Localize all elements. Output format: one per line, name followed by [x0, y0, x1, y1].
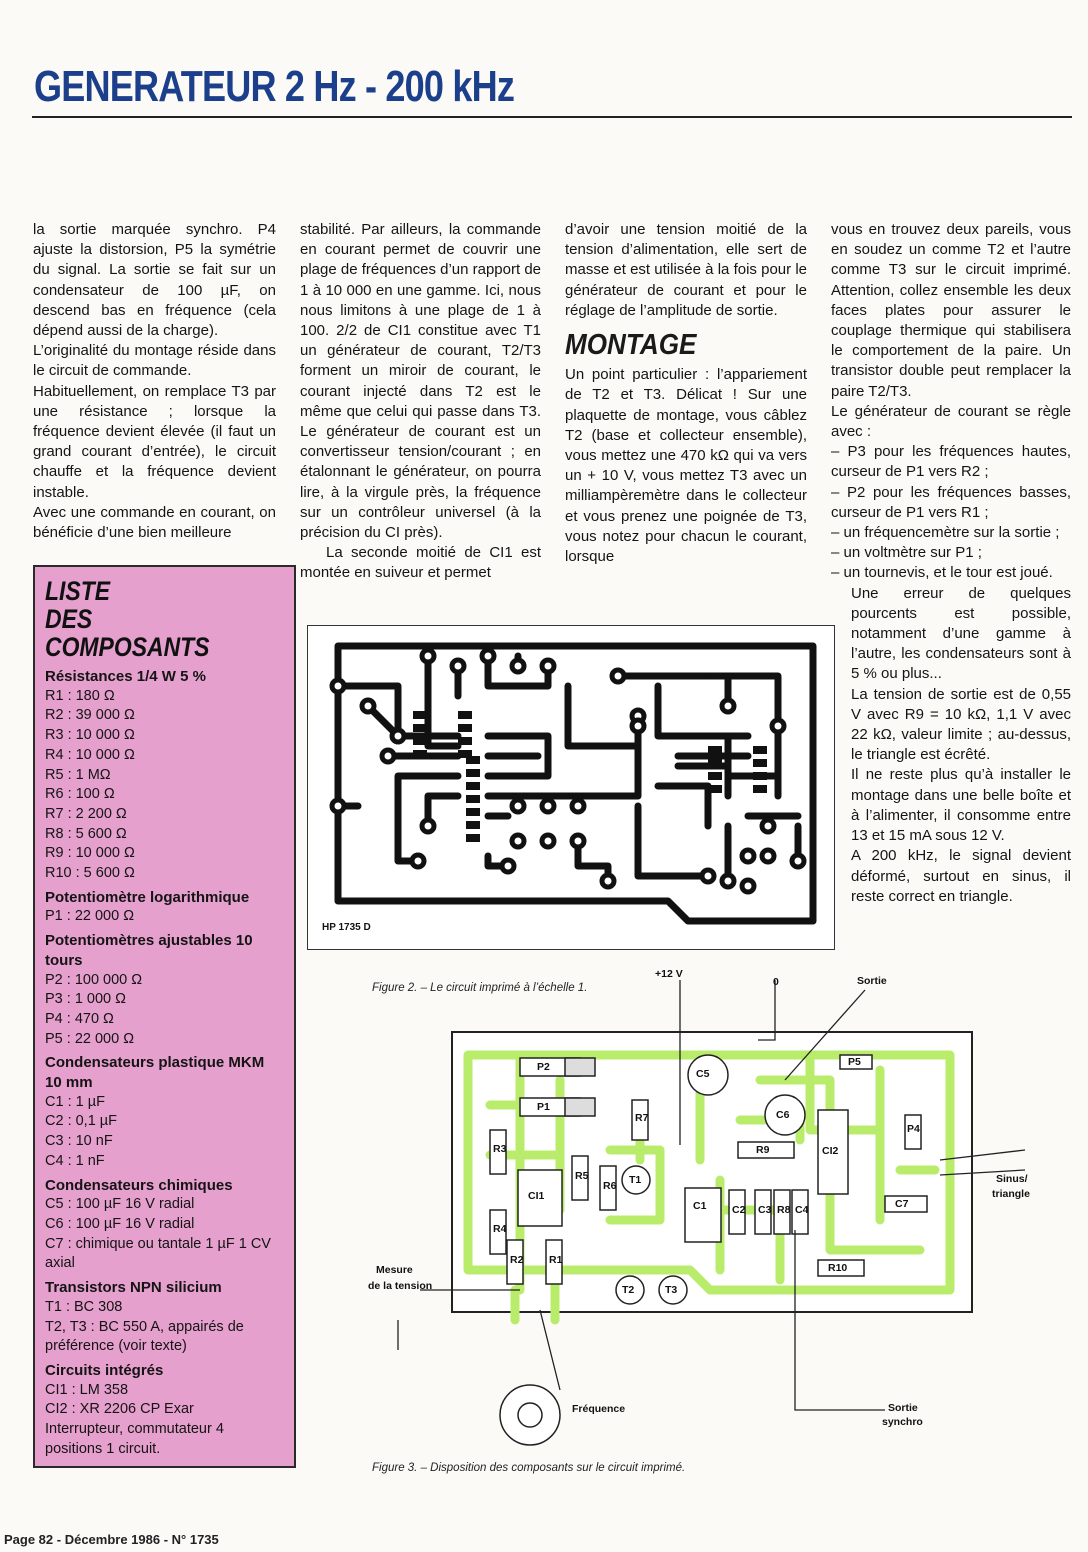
component-item: R8 : 5 600 Ω	[45, 825, 127, 842]
section-title: Condensateurs chimiques	[45, 1176, 233, 1194]
part-label: C6	[776, 1109, 790, 1121]
paragraph: d’avoir une tension moitié de la tension d’alimentation, elle sert de masse et est utilisée à la fois pour le générateur de courant et pour le réglage de l’amplitude de sortie.	[565, 221, 807, 319]
component-section	[45, 1278, 284, 1357]
pcb-traces-drawing	[308, 626, 834, 949]
part-label: P4	[907, 1123, 920, 1135]
paragraph: – P3 pour les fréquences hautes, curseur de P1 vers R2 ;	[831, 443, 1071, 481]
section-title: Potentiomètre logarithmique	[45, 888, 250, 906]
pcb-figure	[307, 625, 835, 950]
component-item: T1 : BC 308	[45, 1298, 123, 1315]
component-item: CI2 : XR 2206 CP Exar	[45, 1401, 194, 1418]
part-label: C5	[696, 1068, 710, 1080]
title-rule	[32, 116, 1072, 118]
component-item: P5 : 22 000 Ω	[45, 1030, 135, 1047]
section-title: Résistances 1/4 W 5 %	[45, 668, 206, 685]
component-item: Interrupteur, commutateur 4 positions 1 circuit.	[45, 1421, 224, 1457]
paragraph: Habituellement, on remplace T3 par une résistance ; lorsque la fréquence devient élevée (il faut un grand courant d’entrée), le circuit chauffe et la fréquence devient instable.	[33, 382, 276, 501]
paragraph: L’originalité du montage réside dans le circuit de commande.	[33, 342, 276, 380]
paragraph: Il ne reste plus qu’à installer le montage dans une belle boîte et à l’alimenter, il consomme entre 13 et 15 mA sous 12 V.	[851, 766, 1071, 845]
text-column-1	[33, 220, 276, 543]
label-tension: de la tension	[368, 1280, 433, 1292]
component-item: R6 : 100 Ω	[45, 786, 115, 803]
section-title: Transistors NPN silicium	[45, 1279, 222, 1297]
paragraph: La tension de sortie est de 0,55 V avec R9 = 10 kΩ, 1,1 V avec 22 kΩ, valeur limite ; au-dessus, le triangle est écrêté.	[851, 685, 1071, 764]
component-item: P4 : 470 Ω	[45, 1010, 114, 1027]
paragraph: – un voltmètre sur P1 ;	[831, 544, 982, 562]
component-item: C2 : 0,1 µF	[45, 1113, 118, 1130]
component-item: C3 : 10 nF	[45, 1133, 113, 1150]
component-item: R5 : 1 MΩ	[45, 766, 111, 783]
part-label: R3	[493, 1143, 507, 1155]
part-label: C4	[795, 1204, 809, 1216]
part-label: R4	[493, 1223, 507, 1235]
part-label: C3	[758, 1204, 772, 1216]
component-item: R9 : 10 000 Ω	[45, 845, 135, 862]
component-list-box	[33, 565, 296, 1468]
text-column-4	[831, 220, 1071, 907]
figure-2-caption: Figure 2. – Le circuit imprimé à l’échelle 1.	[372, 982, 588, 994]
part-label: P5	[848, 1056, 861, 1068]
component-list-title	[45, 577, 248, 661]
label-plus12v: +12 V	[655, 968, 683, 980]
component-item: C6 : 100 µF 16 V radial	[45, 1215, 195, 1232]
label-ground: 0	[773, 976, 779, 988]
label-mesure: Mesure	[376, 1264, 413, 1276]
component-item: CI1 : LM 358	[45, 1381, 129, 1398]
part-label: R1	[549, 1254, 563, 1266]
component-item: R3 : 10 000 Ω	[45, 727, 135, 744]
component-item: P1 : 22 000 Ω	[45, 908, 135, 925]
paragraph: Avec une commande en courant, on bénéficie d’une bien meilleure	[33, 503, 276, 542]
component-item: T2, T3 : BC 550 A, appairés de préférence (voir texte)	[45, 1318, 244, 1355]
part-label: R6	[603, 1180, 617, 1192]
component-item: P2 : 100 000 Ω	[45, 971, 143, 988]
paragraph: Une erreur de quelques pourcents est possible, notamment d’une gamme à l’autre, les condensateurs sont à 5 % ou plus...	[851, 584, 1071, 683]
text-column-2	[300, 220, 541, 584]
component-item: C7 : chimique ou tantale 1 µF 1 CV axial	[45, 1235, 271, 1272]
section-title: Potentiomètres ajustables 10 tours	[45, 932, 253, 969]
component-item: R1 : 180 Ω	[45, 687, 115, 704]
paragraph: – un fréquencemètre sur la sortie ;	[831, 524, 1060, 542]
part-label: R2	[510, 1254, 524, 1266]
paragraph: – un tournevis, et le tour est joué.	[831, 564, 1053, 582]
paragraph: Le générateur de courant se règle avec :	[831, 402, 1071, 441]
paragraph: Un point particulier : l’appariement de T2 et T3. Délicat ! Sur une plaquette de montage, vous câblez T2 (base et collecteur ensemble), vous mettez une 470 kΩ qui va vers un + 10 V, vous mettez T3 avec un milliampèremètre dans le collecteur et vous prenez une poignée de T3, vous notez pour chacun le courant, lorsque	[565, 366, 807, 566]
paragraph: vous en trouvez deux pareils, vous en soudez un comme T2 et l’autre comme T3 sur le circuit imprimé. Attention, collez ensemble les deux faces plates pour assurer le couplage thermique qui stabilisera le comportement de la paire. Un transistor double peut remplacer la paire T2/T3.	[831, 221, 1071, 400]
figure-3-caption: Figure 3. – Disposition des composants sur le circuit imprimé.	[372, 1462, 686, 1474]
label-sortie: Sortie	[857, 975, 887, 987]
part-label: R9	[756, 1144, 770, 1156]
component-list-title-line2: DES COMPOSANTS	[45, 604, 210, 662]
component-layout-drawing	[360, 960, 1060, 1460]
part-label: CI1	[528, 1190, 545, 1202]
label-frequence: Fréquence	[572, 1403, 626, 1415]
part-label: T2	[622, 1284, 635, 1296]
part-label: T1	[629, 1174, 642, 1186]
paragraph: A 200 kHz, le signal devient déformé, surtout en sinus, il reste correct en triangle.	[851, 847, 1071, 905]
component-section	[45, 1176, 284, 1275]
component-item: R7 : 2 200 Ω	[45, 805, 127, 822]
component-section	[45, 1361, 284, 1460]
section-title: Condensateurs plastique MKM 10 mm	[45, 1054, 265, 1092]
component-section	[45, 931, 284, 1049]
part-label: P1	[537, 1101, 550, 1113]
part-label: CI2	[822, 1145, 839, 1157]
part-label: C2	[732, 1204, 746, 1216]
page-footer: Page 82 - Décembre 1986 - N° 1735	[4, 1532, 219, 1547]
part-label: C1	[693, 1200, 707, 1212]
article-title: GENERATEUR 2 Hz - 200 kHz	[34, 62, 515, 111]
label-sinus: Sinus/	[996, 1173, 1028, 1185]
component-section	[45, 1053, 284, 1171]
part-label: C7	[895, 1198, 909, 1210]
component-layout-figure	[360, 960, 1060, 1460]
part-label: R5	[575, 1170, 589, 1182]
label-sortie-synchro-1: Sortie	[888, 1402, 918, 1414]
component-item: C1 : 1 µF	[45, 1093, 105, 1110]
component-section	[45, 888, 284, 927]
component-item: R2 : 39 000 Ω	[45, 707, 135, 724]
board-reference: HP 1735 D	[322, 922, 371, 933]
paragraph: la sortie marquée synchro. P4 ajuste la distorsion, P5 la symétrie du signal. La sortie se fait sur un condensateur de 100 µF, on descend bas en fréquence (cela dépend aussi de la charge).	[33, 221, 276, 340]
part-label: T3	[665, 1284, 678, 1296]
component-item: C4 : 1 nF	[45, 1152, 105, 1169]
paragraph: stabilité. Par ailleurs, la commande en courant permet de couvrir une plage de fréquences d’un rapport de 1 à 10 000 en une gamme. Ici, nous nous limitons à une plage de 1 à 100. 2/2 de CI1 constitue avec T1 un générateur de courant, T2/T3 forment un miroir de courant, le courant injecté dans T2 est le même que celui qui passe dans T3. Le générateur de courant est un convertisseur tension/courant ; en étalonnant le générateur, on pourra lire, à la virgule près, la fréquence sur un contrôleur universel (à la précision du CI près).	[300, 221, 542, 542]
text-column-3	[565, 220, 807, 567]
component-item: P3 : 1 000 Ω	[45, 991, 126, 1008]
paragraph: – P2 pour les fréquences basses, curseur de P1 vers R1 ;	[831, 483, 1071, 521]
paragraph: La seconde moitié de CI1 est montée en suiveur et permet	[300, 544, 541, 582]
component-list-title-line1: LISTE	[45, 576, 111, 606]
component-item: R10 : 5 600 Ω	[45, 865, 135, 882]
section-title: Circuits intégrés	[45, 1361, 164, 1379]
component-item: R4 : 10 000 Ω	[45, 746, 135, 763]
part-label: R8	[777, 1204, 791, 1216]
component-item: C5 : 100 µF 16 V radial	[45, 1196, 195, 1213]
part-label: R10	[828, 1262, 848, 1274]
part-label: P2	[537, 1061, 550, 1073]
part-label: R7	[635, 1112, 649, 1124]
section-heading-montage: MONTAGE	[565, 329, 697, 362]
label-triangle: triangle	[992, 1188, 1030, 1200]
component-section	[45, 667, 284, 884]
label-sortie-synchro-2: synchro	[882, 1416, 923, 1428]
